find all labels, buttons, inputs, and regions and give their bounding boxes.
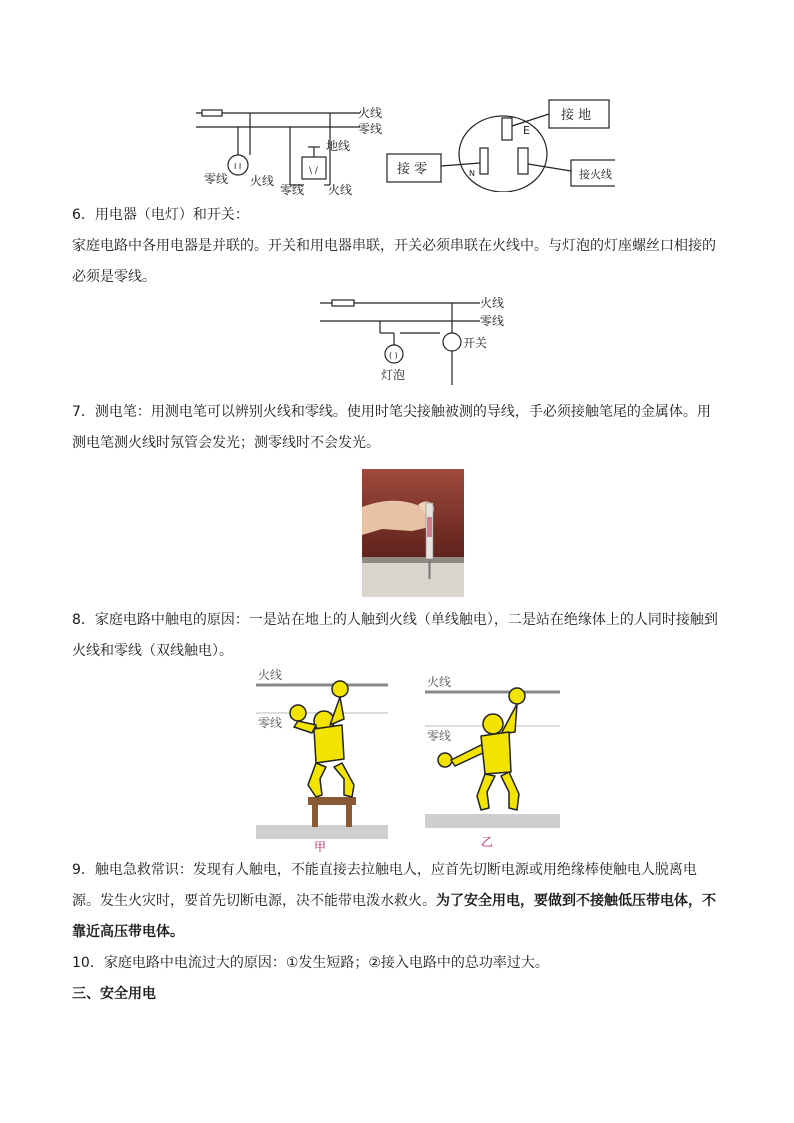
svg-text:( ): ( ) [389, 351, 398, 360]
item-9-text: 9．触电急救常识：发现有人触电，不能直接去拉触电人，应首先切断电源或用绝缘棒使触电人脱离电源。发生火灾时，要首先切断电源，决不能带电泼水救火。 [72, 862, 697, 909]
box-label-ground: 接 地 [561, 108, 592, 123]
caption-b: 乙 [481, 835, 494, 849]
fig-label: 零线 [358, 122, 383, 136]
fig-label: 零线 [204, 172, 229, 186]
pin-label: E [523, 124, 530, 137]
item-7-body: 7．测电笔：用测电笔可以辨别火线和零线。使用时笔尖接触被测的导线，手必须接触笔尾的金属体。用测电笔测火线时氖管会发光；测零线时不会发光。 [72, 404, 711, 451]
caption-a: 甲 [314, 840, 327, 853]
test-pen-photo [362, 469, 464, 597]
item-6-heading: 6．用电器（电灯）和开关： [72, 207, 249, 223]
fig-label: 地线 [326, 139, 351, 153]
box-label-zero: 接 零 [397, 162, 428, 177]
fig-label: 灯泡 [381, 368, 406, 382]
lamp-switch-diagram [310, 293, 530, 393]
item-8-body: 8．家庭电路中触电的原因：一是站在地上的人触到火线（单线触电），二是站在绝缘体上的人同时接触到火线和零线（双线触电）。 [72, 612, 718, 659]
fig-label: 零线 [480, 314, 505, 328]
box-label-fire: 接火线 [579, 168, 612, 181]
socket-diagram [385, 96, 615, 192]
fig-label: 零线 [258, 716, 283, 730]
item-6-body: 家庭电路中各用电器是并联的。开关和用电器串联，开关必须串联在火线中。与灯泡的灯座螺丝口相接的必须是零线。 [72, 238, 716, 285]
fig-label: 火线 [250, 174, 275, 188]
pin-label: N [469, 169, 475, 178]
item-9-bold: 为了安全用电，要做到不接触低压带电体，不靠近高压带电体。 [72, 893, 716, 940]
fig-label: 火线 [480, 296, 505, 310]
fig-label: 火线 [358, 106, 383, 120]
fig-label: 零线 [427, 729, 452, 743]
svg-text:\ /: \ / [309, 166, 318, 176]
socket-wiring-diagram [190, 100, 390, 200]
fig-label: 零线 [280, 183, 305, 197]
fig-label: 火线 [427, 675, 452, 689]
shock-diagram-b [425, 670, 560, 850]
shock-diagram-a [256, 663, 388, 853]
item-10-body: 10．家庭电路中电流过大的原因：①发生短路；②接入电路中的总功率过大。 [72, 955, 549, 971]
item-9-body [72, 855, 724, 948]
svg-text:I I: I I [234, 162, 242, 171]
fig-label: 火线 [258, 668, 283, 682]
fig-label: 开关 [463, 336, 488, 350]
fig-label: 火线 [328, 183, 353, 197]
section-3-heading: 三、安全用电 [72, 986, 156, 1002]
